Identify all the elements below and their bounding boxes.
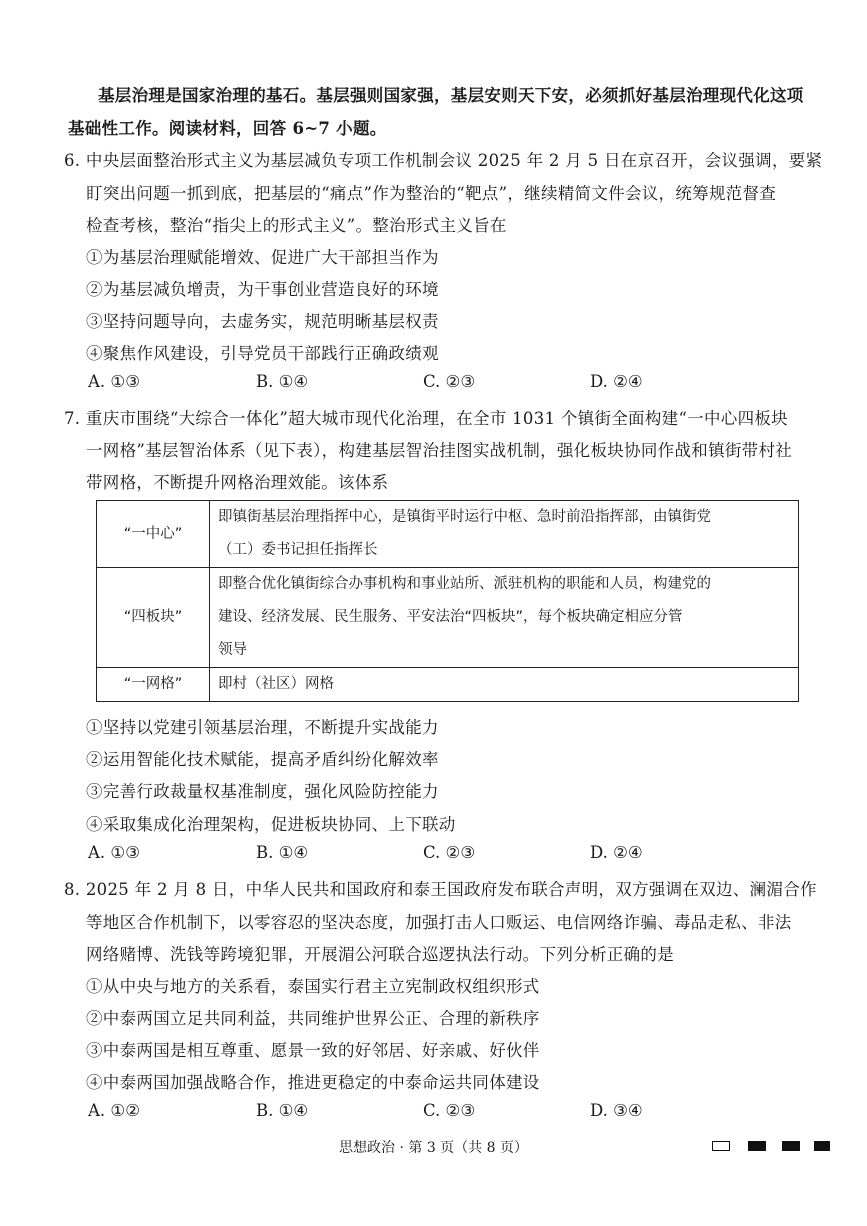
q8-option-b: B. ①④ bbox=[256, 1101, 309, 1120]
intro-line-2: 基础性工作。阅读材料，回答 6~7 小题。 bbox=[68, 119, 387, 138]
filled-square-mark-icon bbox=[748, 1141, 766, 1151]
q8-option-d: D. ③④ bbox=[590, 1101, 643, 1120]
table-value-line: 即整合优化镇街综合办事机构和事业站所、派驻机构的职能和人员，构建党的 bbox=[218, 576, 711, 592]
q6-item-2: ②为基层减负增责，为干事创业营造良好的环境 bbox=[86, 280, 439, 299]
table-value-cell bbox=[210, 668, 799, 702]
q7-item-1: ①坚持以党建引领基层治理，不断提升实战能力 bbox=[86, 718, 439, 737]
table-value-cell bbox=[210, 568, 799, 668]
q8-item-1: ①从中央与地方的关系看，泰国实行君主立宪制政权组织形式 bbox=[86, 977, 540, 996]
q7-stem-line-1: 7. 重庆市围绕“大综合一体化”超大城市现代化治理，在全市 1031 个镇街全面构建“一中心四板块 bbox=[64, 409, 788, 428]
q6-option-b: B. ①④ bbox=[256, 372, 309, 391]
table-value-line: 建设、经济发展、民生服务、平安法治“四板块”，每个板块确定相应分管 bbox=[218, 609, 683, 625]
q6-option-c: C. ②③ bbox=[423, 372, 476, 391]
q8-stem-line-1: 8. 2025 年 2 月 8 日，中华人民共和国政府和泰王国政府发布联合声明，双方强调在双边、澜湄合作 bbox=[64, 880, 817, 899]
q7-option-b: B. ①④ bbox=[256, 843, 309, 862]
table-key-cell: “一中心” bbox=[97, 501, 210, 568]
q7-item-4: ④采取集成化治理架构，促进板块协同、上下联动 bbox=[86, 815, 456, 834]
table-value-line: 即村（社区）网格 bbox=[218, 676, 334, 692]
page-footer: 思想政治 · 第 3 页（共 8 页） bbox=[339, 1140, 528, 1156]
filled-square-mark-icon bbox=[782, 1141, 800, 1151]
q6-stem-line-2: 盯突出问题一抓到底，把基层的“痛点”作为整治的“靶点”，继续精简文件会议，统筹规范督查 bbox=[86, 184, 777, 203]
q7-option-a: A. ①③ bbox=[88, 843, 140, 862]
table-key-cell: “四板块” bbox=[97, 568, 210, 668]
q7-option-c: C. ②③ bbox=[423, 843, 476, 862]
table-row bbox=[97, 568, 799, 668]
q6-item-3: ③坚持问题导向，去虚务实，规范明晰基层权责 bbox=[86, 312, 439, 331]
table-key-cell: “一网格” bbox=[97, 668, 210, 702]
table-row bbox=[97, 668, 799, 702]
table-value-line: 领导 bbox=[218, 642, 247, 658]
q7-stem-line-3: 带网格，不断提升网格治理效能。该体系 bbox=[86, 473, 389, 492]
table-row bbox=[97, 501, 799, 568]
q8-item-3: ③中泰两国是相互尊重、愿景一致的好邻居、好亲戚、好伙伴 bbox=[86, 1041, 540, 1060]
q8-option-a: A. ①② bbox=[88, 1101, 140, 1120]
q7-item-3: ③完善行政裁量权基准制度，强化风险防控能力 bbox=[86, 782, 439, 801]
table-value-line: （工）委书记担任指挥长 bbox=[218, 542, 378, 558]
q6-item-4: ④聚焦作风建设，引导党员干部践行正确政绩观 bbox=[86, 344, 439, 363]
q8-item-4: ④中泰两国加强战略合作，推进更稳定的中泰命运共同体建设 bbox=[86, 1073, 540, 1092]
governance-system-table bbox=[96, 500, 799, 702]
q7-stem-line-2: 一网格”基层智治体系（见下表），构建基层智治挂图实战机制，强化板块协同作战和镇街带村社 bbox=[86, 441, 793, 460]
q7-item-2: ②运用智能化技术赋能，提高矛盾纠纷化解效率 bbox=[86, 750, 439, 769]
intro-line-1: 基层治理是国家治理的基石。基层强则国家强，基层安则天下安，必须抓好基层治理现代化这项 bbox=[98, 86, 804, 105]
q8-item-2: ②中泰两国立足共同利益，共同维护世界公正、合理的新秩序 bbox=[86, 1009, 540, 1028]
q8-stem-line-2: 等地区合作机制下，以零容忍的坚决态度，加强打击人口贩运、电信网络诈骗、毒品走私、非法 bbox=[86, 913, 792, 932]
table-value-cell bbox=[210, 501, 799, 568]
q6-option-d: D. ②④ bbox=[590, 372, 643, 391]
q6-stem-line-1: 6. 中央层面整治形式主义为基层减负专项工作机制会议 2025 年 2 月 5 日在京召开，会议强调，要紧 bbox=[64, 151, 823, 170]
q8-option-c: C. ②③ bbox=[423, 1101, 476, 1120]
filled-square-mark-icon bbox=[814, 1141, 830, 1151]
q6-item-1: ①为基层治理赋能增效、促进广大干部担当作为 bbox=[86, 248, 439, 267]
table-value-line: 即镇街基层治理指挥中心，是镇街平时运行中枢、急时前沿指挥部，由镇街党 bbox=[218, 509, 711, 525]
q6-option-a: A. ①③ bbox=[88, 372, 140, 391]
empty-square-mark-icon bbox=[712, 1141, 730, 1151]
q7-option-d: D. ②④ bbox=[590, 843, 643, 862]
q8-stem-line-3: 网络赌博、洗钱等跨境犯罪，开展湄公河联合巡逻执法行动。下列分析正确的是 bbox=[86, 945, 674, 964]
q6-stem-line-3: 检查考核，整治“指尖上的形式主义”。整治形式主义旨在 bbox=[86, 216, 507, 235]
